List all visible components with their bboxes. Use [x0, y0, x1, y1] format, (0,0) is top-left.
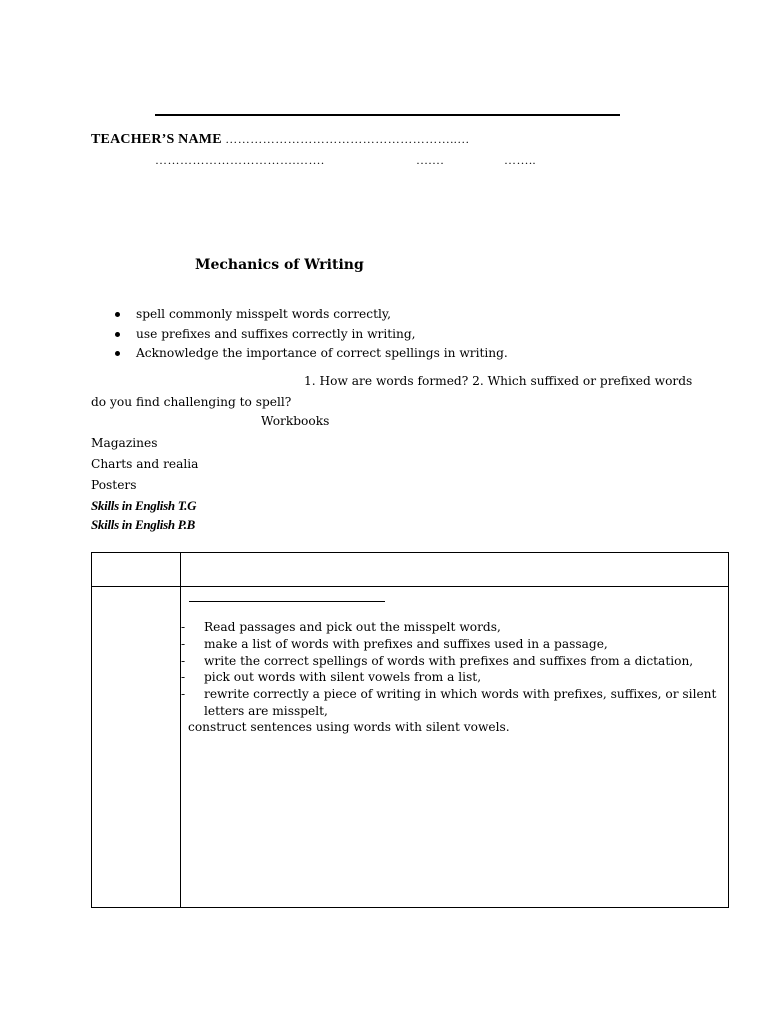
header-rule — [155, 114, 620, 116]
blank-field-c: …….. — [504, 153, 536, 167]
resource-item: Magazines — [91, 436, 158, 450]
key-questions-line-1: 1. How are words formed? 2. Which suffixed or prefixed words — [304, 374, 693, 388]
resource-item: Charts and realia — [91, 457, 199, 471]
objective-item: spell commonly misspelt words correctly, — [108, 305, 508, 325]
resource-workbooks: Workbooks — [261, 414, 330, 428]
lesson-title: Mechanics of Writing — [195, 257, 364, 273]
reference-teacher-guide: Skills in English T.G — [91, 498, 197, 513]
table-row-divider — [91, 586, 729, 587]
activity-item: - Read passages and pick out the misspelt words, — [181, 619, 721, 636]
teacher-name-label: TEACHER’S NAME — [91, 132, 222, 147]
reference-pupil-book: Skills in English P.B — [91, 517, 196, 532]
activity-item: - pick out words with silent vowels from a list, — [181, 669, 721, 686]
activity-item-last: construct sentences using words with silent vowels. — [188, 720, 510, 734]
activity-item: - rewrite correctly a piece of writing in which words with prefixes, suffixes, or silent letters are misspelt, — [181, 686, 721, 720]
blank-field-b: ….… — [416, 153, 445, 167]
objective-item: use prefixes and suffixes correctly in writing, — [108, 325, 508, 345]
activity-item: - make a list of words with prefixes and suffixes used in a passage, — [181, 636, 721, 653]
resource-item: Posters — [91, 478, 137, 492]
teacher-name-row — [91, 132, 470, 148]
blank-field-a: …………………………….……. — [155, 153, 325, 167]
objectives-list — [108, 305, 508, 364]
activity-item: - write the correct spellings of words with prefixes and suffixes from a dictation, — [181, 653, 721, 670]
teacher-name-blank: ………………………………………………..… — [225, 132, 470, 146]
key-questions-line-2: do you find challenging to spell? — [91, 395, 292, 409]
activities-list — [181, 619, 721, 720]
cell-heading-rule — [189, 601, 385, 602]
objective-item: Acknowledge the importance of correct spellings in writing. — [108, 344, 508, 364]
table-column-divider — [180, 552, 181, 908]
